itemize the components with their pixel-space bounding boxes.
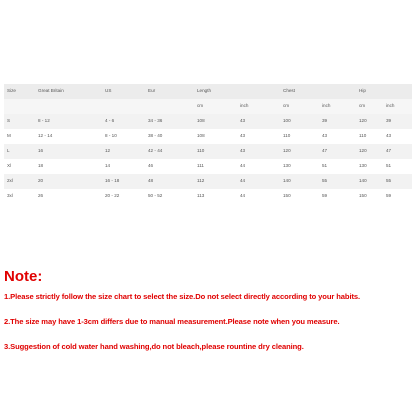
table-cell: 47 bbox=[319, 144, 356, 159]
table-cell: inch bbox=[319, 99, 356, 114]
table-subheader-row bbox=[4, 99, 412, 114]
table-row bbox=[4, 114, 412, 129]
table-cell bbox=[383, 84, 412, 99]
table-cell: 44 bbox=[237, 159, 280, 174]
table-cell: 14 bbox=[102, 159, 145, 174]
table-cell: 3xl bbox=[4, 189, 35, 204]
size-chart-table bbox=[4, 84, 412, 204]
table-cell: 110 bbox=[194, 144, 237, 159]
table-cell: S bbox=[4, 114, 35, 129]
table-cell: 34 - 36 bbox=[145, 114, 194, 129]
table-cell: 150 bbox=[280, 189, 319, 204]
table-cell: 43 bbox=[383, 129, 412, 144]
table-cell: 150 bbox=[356, 189, 383, 204]
table-cell: 48 bbox=[145, 174, 194, 189]
table-cell: 140 bbox=[356, 174, 383, 189]
note-measurement-tolerance: 2.The size may have 1-3cm differs due to manual measurement.Please note when you measure. bbox=[4, 317, 340, 326]
table-cell: 120 bbox=[356, 144, 383, 159]
table-cell: 8 - 12 bbox=[35, 114, 102, 129]
table-cell: 18 bbox=[35, 159, 102, 174]
table-cell: 110 bbox=[356, 129, 383, 144]
table-cell: Hip bbox=[356, 84, 383, 99]
table-cell: 120 bbox=[280, 144, 319, 159]
table-cell: 39 bbox=[383, 114, 412, 129]
table-cell: 130 bbox=[356, 159, 383, 174]
table-cell: Xl bbox=[4, 159, 35, 174]
table-cell: 4 - 6 bbox=[102, 114, 145, 129]
table-cell: Length bbox=[194, 84, 237, 99]
table-cell: cm bbox=[356, 99, 383, 114]
table-cell: 43 bbox=[319, 129, 356, 144]
table-cell bbox=[237, 84, 280, 99]
table-cell: 110 bbox=[280, 129, 319, 144]
table-row bbox=[4, 174, 412, 189]
table-cell: 50 - 52 bbox=[145, 189, 194, 204]
table-cell bbox=[102, 99, 145, 114]
table-row bbox=[4, 189, 412, 204]
table-cell: 130 bbox=[280, 159, 319, 174]
table-cell: 113 bbox=[194, 189, 237, 204]
table-cell: 16 - 18 bbox=[102, 174, 145, 189]
table-cell: US bbox=[102, 84, 145, 99]
table-cell: cm bbox=[194, 99, 237, 114]
table-cell: 51 bbox=[319, 159, 356, 174]
table-cell: 47 bbox=[383, 144, 412, 159]
table-header-row bbox=[4, 84, 412, 99]
table-cell: 140 bbox=[280, 174, 319, 189]
table-cell: Chest bbox=[280, 84, 319, 99]
note-size-selection: 1.Please strictly follow the size chart to select the size.Do not select directly according to your habits. bbox=[4, 292, 361, 301]
table-cell: Size bbox=[4, 84, 35, 99]
table-cell bbox=[4, 99, 35, 114]
table-cell: inch bbox=[237, 99, 280, 114]
table-cell: 42 - 44 bbox=[145, 144, 194, 159]
table-cell: Eur bbox=[145, 84, 194, 99]
table-row bbox=[4, 144, 412, 159]
table-cell: 16 bbox=[35, 144, 102, 159]
table-cell: 59 bbox=[319, 189, 356, 204]
table-cell: inch bbox=[383, 99, 412, 114]
table-row bbox=[4, 129, 412, 144]
table-cell: L bbox=[4, 144, 35, 159]
table-cell: 38 - 40 bbox=[145, 129, 194, 144]
table-cell bbox=[319, 84, 356, 99]
table-cell: cm bbox=[280, 99, 319, 114]
table-cell: 39 bbox=[319, 114, 356, 129]
table-cell: 55 bbox=[319, 174, 356, 189]
table-cell: 12 bbox=[102, 144, 145, 159]
table-cell: Great Britain bbox=[35, 84, 102, 99]
note-washing-instructions: 3.Suggestion of cold water hand washing,do not bleach,please rountine dry cleaning. bbox=[4, 342, 304, 351]
table-cell: 12 - 14 bbox=[35, 129, 102, 144]
note-title: Note: bbox=[4, 268, 43, 285]
table-cell: 55 bbox=[383, 174, 412, 189]
table-cell: 44 bbox=[237, 189, 280, 204]
table-cell: 59 bbox=[383, 189, 412, 204]
table-cell: 43 bbox=[237, 129, 280, 144]
table-cell: M bbox=[4, 129, 35, 144]
table-cell: 100 bbox=[280, 114, 319, 129]
table-cell: 46 bbox=[145, 159, 194, 174]
table-cell: 2xl bbox=[4, 174, 35, 189]
table-cell: 111 bbox=[194, 159, 237, 174]
table-cell: 43 bbox=[237, 144, 280, 159]
table-cell: 20 - 22 bbox=[102, 189, 145, 204]
table-cell: 44 bbox=[237, 174, 280, 189]
table-cell: 108 bbox=[194, 114, 237, 129]
table-cell: 43 bbox=[237, 114, 280, 129]
table-cell: 8 - 10 bbox=[102, 129, 145, 144]
table-cell: 112 bbox=[194, 174, 237, 189]
size-chart-body bbox=[4, 84, 412, 204]
table-row bbox=[4, 159, 412, 174]
table-cell: 108 bbox=[194, 129, 237, 144]
table-cell: 51 bbox=[383, 159, 412, 174]
table-cell: 120 bbox=[356, 114, 383, 129]
table-cell: 20 bbox=[35, 174, 102, 189]
table-cell: 26 bbox=[35, 189, 102, 204]
table-cell bbox=[145, 99, 194, 114]
table-cell bbox=[35, 99, 102, 114]
